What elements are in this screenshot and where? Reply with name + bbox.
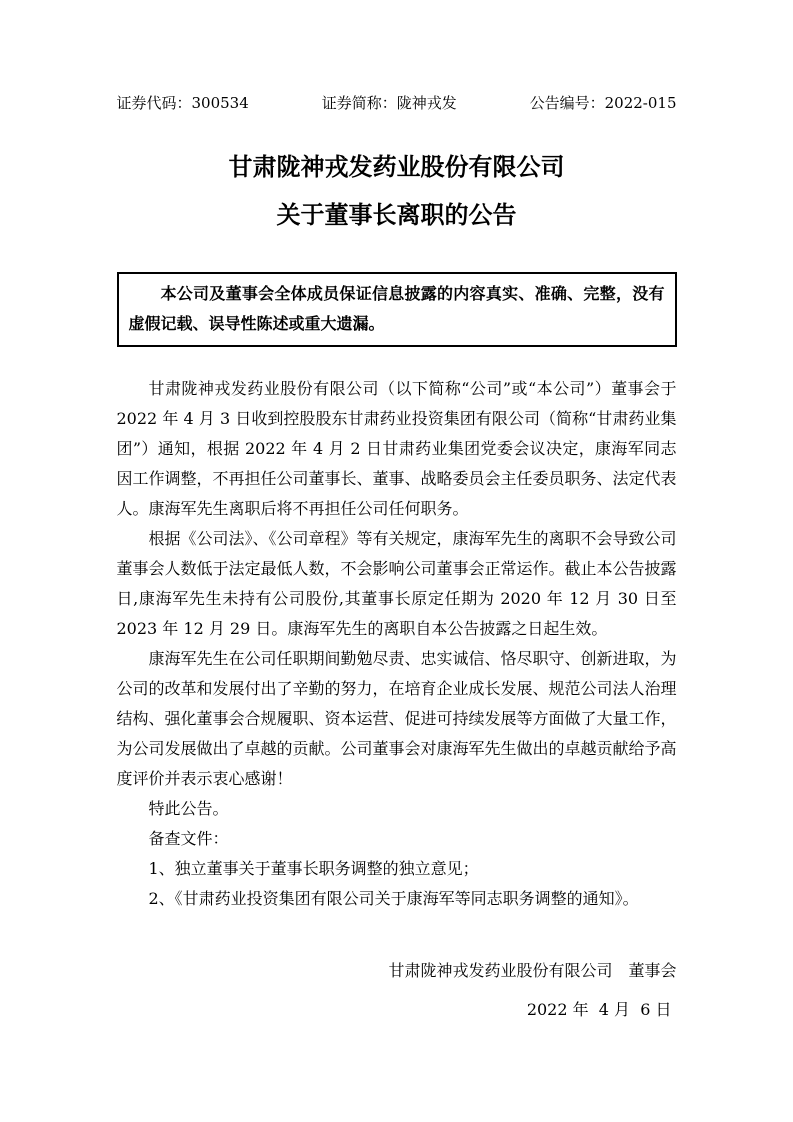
document-header bbox=[117, 92, 677, 114]
paragraph-appreciation: 康海军先生在公司任职期间勤勉尽责、忠实诚信、恪尽职守、创新进取，为公司的改革和发展付出了辛勤的努力，在培育企业成长发展、规范公司法人治理结构、强化董事会合规履职、资本运营、促进可持续发展等方面做了大量工作，为公司发展做出了卓越的贡献。公司董事会对康海军先生做出的卓越贡献给予高度评价并表示衷心感谢！ bbox=[116, 649, 677, 788]
announcement-number: 公告编号：2022-015 bbox=[529, 94, 677, 112]
reference-doc-item-1: 1、独立董事关于董事长职务调整的独立意见； bbox=[148, 859, 479, 878]
announcement-body bbox=[117, 374, 677, 914]
paragraph-closing: 特此公告。 bbox=[148, 799, 229, 818]
security-name: 证券简称：陇神戎发 bbox=[321, 94, 457, 112]
signature-date: 2022 年 4 月 6 日 bbox=[526, 1000, 672, 1019]
reference-doc-item-2: 2、《甘肃药业投资集团有限公司关于康海军等同志职务调整的通知》。 bbox=[148, 889, 639, 908]
document-content bbox=[117, 0, 677, 1025]
paragraph-notice: 甘肃陇神戎发药业股份有限公司（以下简称“公司”或“本公司”）董事会于 2022 年 4 月 3 日收到控股股东甘肃药业投资集团有限公司（简称“甘肃药业集团”）通知，根据 2022 年 4 月 2 日甘肃药业集团党委会议决定，康海军同志因工作调整，不再担任公司董事长、董事、战略委员会主任委员职务、法定代表人。康海军先生离职后将不再担任公司任何职务。 bbox=[116, 379, 677, 518]
signature-block bbox=[117, 956, 677, 1025]
paragraph-reference-docs-heading: 备查文件： bbox=[148, 829, 229, 848]
company-title: 甘肃陇神戎发药业股份有限公司 bbox=[228, 152, 565, 181]
disclaimer-text: 本公司及董事会全体成员保证信息披露的内容真实、准确、完整，没有虚假记载、误导性陈述或重大遗漏。 bbox=[128, 284, 665, 333]
paragraph-regulation: 根据《公司法》、《公司章程》等有关规定，康海军先生的离职不会导致公司董事会人数低于法定最低人数，不会影响公司董事会正常运作。截止本公告披露日,康海军先生未持有公司股份,其董事长原定任期为 2020 年 12 月 30 日至 2023 年 12 月 29 日。康海军先生的离职自本公告披露之日起生效。 bbox=[116, 529, 677, 638]
announcement-title: 关于董事长离职的公告 bbox=[276, 200, 517, 229]
signature-company: 甘肃陇神戎发药业股份有限公司 董事会 bbox=[388, 961, 677, 980]
security-code: 证券代码：300534 bbox=[116, 94, 249, 112]
disclaimer-box bbox=[117, 272, 677, 347]
